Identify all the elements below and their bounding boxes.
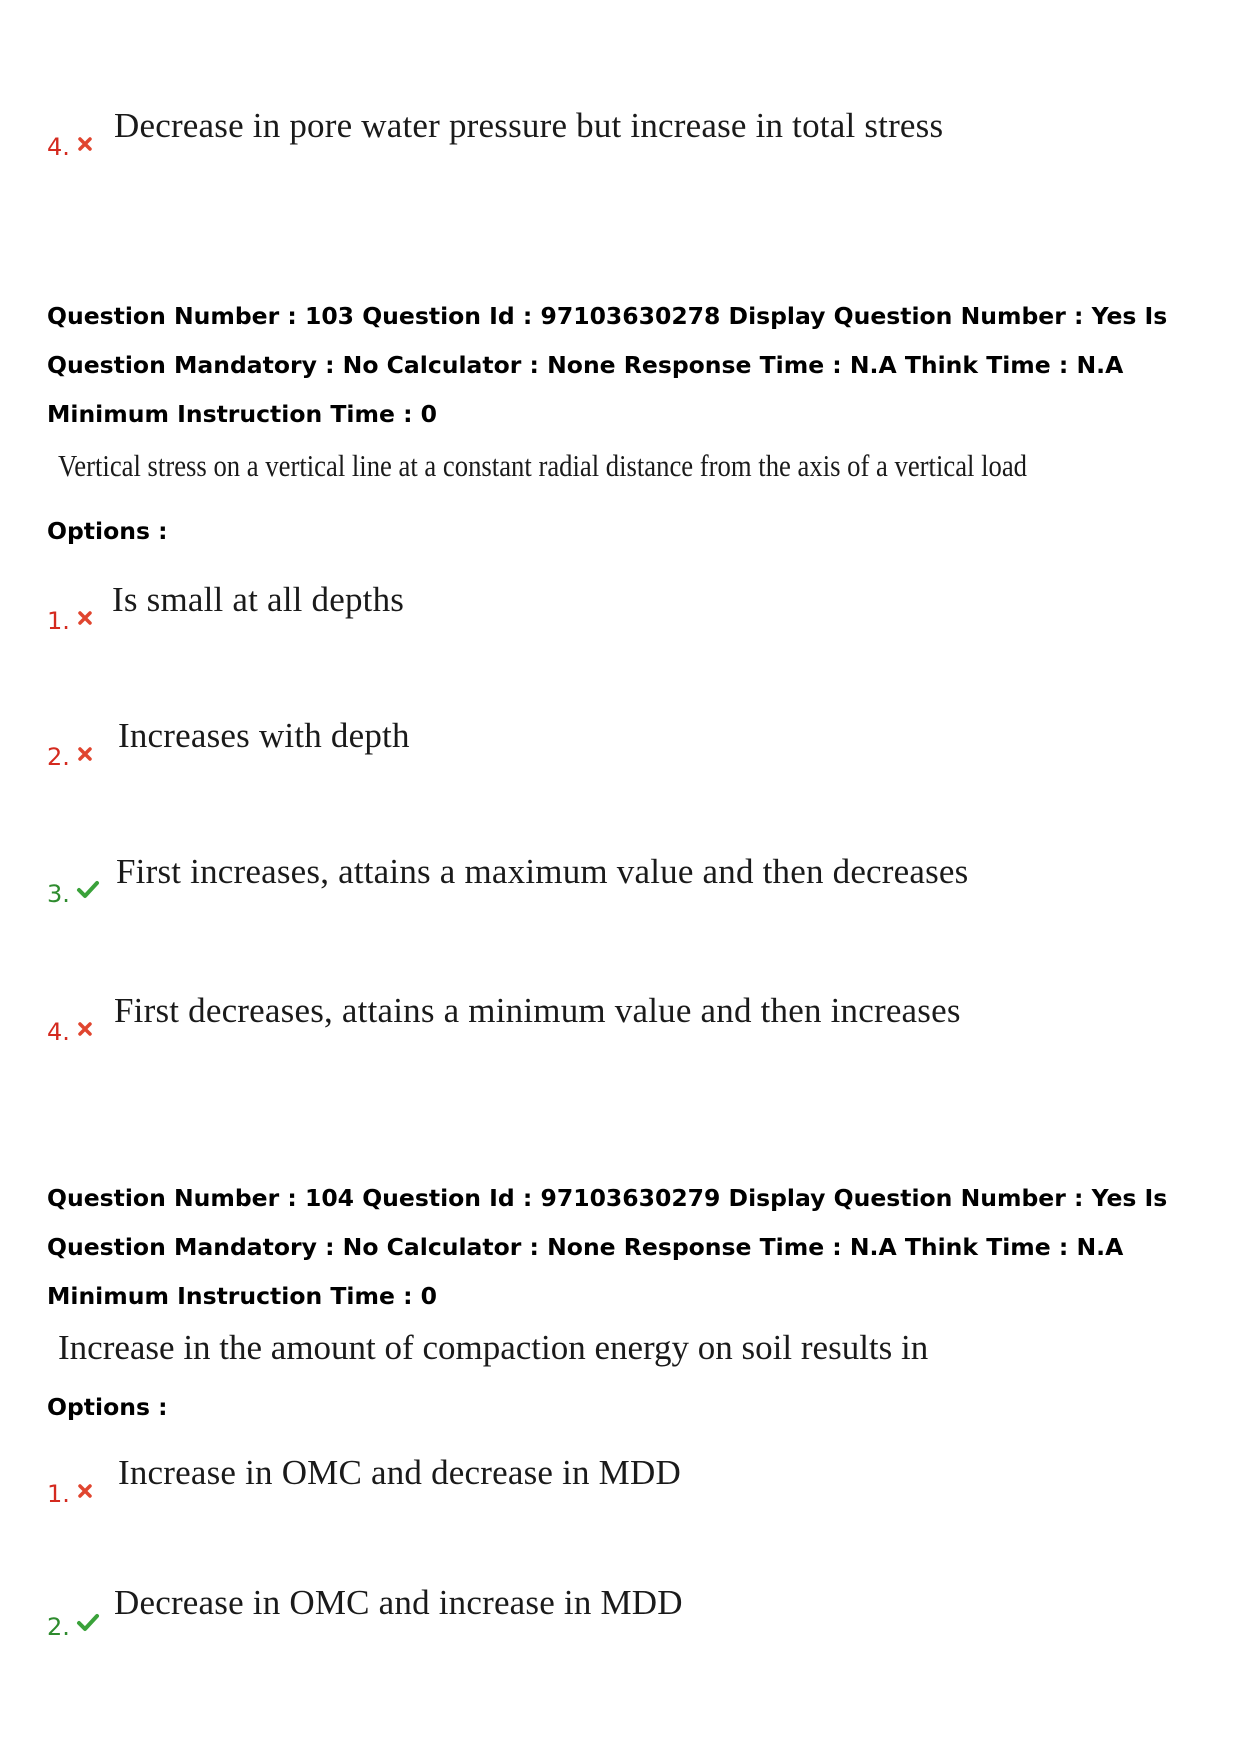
options-label: Options :	[47, 517, 168, 545]
option-text: Is small at all depths	[112, 580, 405, 619]
option-number: 2.	[47, 1613, 70, 1641]
option-text: First decreases, attains a minimum value and then increases	[114, 991, 961, 1030]
question-text: Increase in the amount of compaction energy on soil results in	[58, 1328, 929, 1367]
option-number: 3.	[47, 880, 70, 908]
option-text: Decrease in pore water pressure but increase in total stress	[114, 106, 944, 145]
cross-icon	[78, 1484, 92, 1498]
option-text: Increase in OMC and decrease in MDD	[118, 1453, 681, 1492]
option-number: 4.	[47, 133, 70, 161]
cross-icon	[78, 747, 92, 761]
option-number: 1.	[47, 607, 70, 635]
options-label: Options :	[47, 1393, 168, 1421]
option-number: 1.	[47, 1480, 70, 1508]
cross-icon	[78, 1022, 92, 1036]
question-meta: Question Number : 103 Question Id : 97103630278 Display Question Number : Yes Is Question Mandatory : No Calculator : None Response Time : N.A Think Time : N.A Minimum Instruction Time : 0	[47, 302, 1168, 428]
check-icon	[76, 1613, 100, 1633]
question-text: Vertical stress on a vertical line at a constant radial distance from the axis of a vertical load	[58, 448, 1028, 483]
check-icon	[76, 880, 100, 900]
option-text: First increases, attains a maximum value and then decreases	[116, 852, 969, 891]
option-text: Increases with depth	[118, 716, 410, 755]
cross-icon	[78, 611, 92, 625]
cross-icon	[78, 137, 92, 151]
option-number: 2.	[47, 743, 70, 771]
option-text: Decrease in OMC and increase in MDD	[114, 1583, 683, 1622]
question-meta: Question Number : 104 Question Id : 97103630279 Display Question Number : Yes Is Question Mandatory : No Calculator : None Response Time : N.A Think Time : N.A Minimum Instruction Time : 0	[47, 1184, 1168, 1310]
option-number: 4.	[47, 1018, 70, 1046]
